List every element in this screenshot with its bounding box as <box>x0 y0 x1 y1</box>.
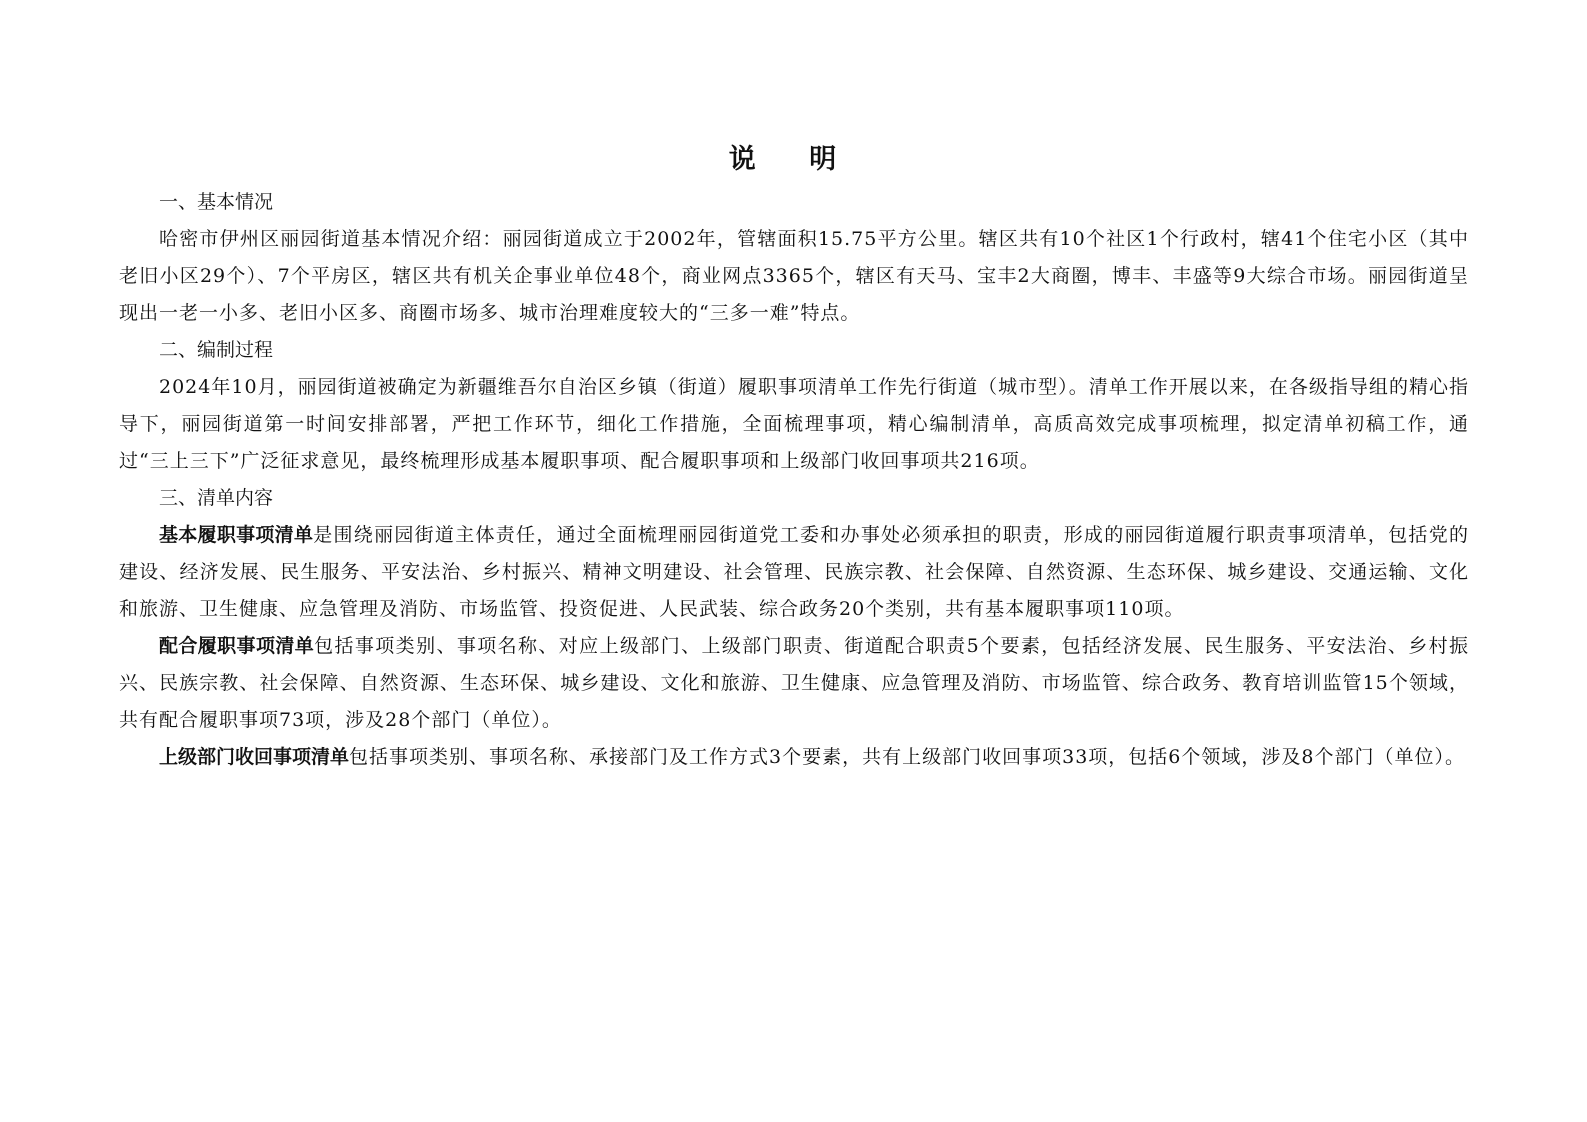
page-title: 说 明 <box>728 144 859 175</box>
section-paragraph-basic-info: 哈密市伊州区丽园街道基本情况介绍：丽园街道成立于2002年，管辖面积15.75平方公里。辖区共有10个社区1个行政村，辖41个住宅小区（其中老旧小区29个）、7个平房区，辖区共有机关企事业单位48个，商业网点3365个，辖区有天马、宝丰2大商圈，博丰、丰盛等9大综合市场。丽园街道呈现出一老一小多、老旧小区多、商圈市场多、城市治理难度较大的“三多一难”特点。 <box>119 228 1469 324</box>
list-item-lead: 配合履职事项清单 <box>159 635 315 657</box>
list-item-text: 包括事项类别、事项名称、承接部门及工作方式3个要素，共有上级部门收回事项33项，包括6个领域，涉及8个部门（单位）。 <box>349 746 1465 768</box>
list-item-text: 是围绕丽园街道主体责任，通过全面梳理丽园街道党工委和办事处必须承担的职责，形成的丽园街道履行职责事项清单，包括党的建设、经济发展、民生服务、平安法治、乡村振兴、精神文明建设、社会管理、民族宗教、社会保障、自然资源、生态环保、城乡建设、交通运输、文化和旅游、卫生健康、应急管理及消防、市场监管、投资促进、人民武装、综合政务20个类别，共有基本履职事项110项。 <box>119 524 1469 620</box>
list-item-text: 包括事项类别、事项名称、对应上级部门、上级部门职责、街道配合职责5个要素，包括经济发展、民生服务、平安法治、乡村振兴、民族宗教、社会保障、自然资源、生态环保、城乡建设、文化和旅游、卫生健康、应急管理及消防、市场监管、综合政务、教育培训监管15个领域，共有配合履职事项73项，涉及28个部门（单位）。 <box>119 635 1469 731</box>
section-paragraph-compilation-process: 2024年10月，丽园街道被确定为新疆维吾尔自治区乡镇（街道）履职事项清单工作先行街道（城市型）。清单工作开展以来，在各级指导组的精心指导下，丽园街道第一时间安排部署，严把工作环节，细化工作措施，全面梳理事项，精心编制清单，高质高效完成事项梳理，拟定清单初稿工作，通过“三上三下”广泛征求意见，最终梳理形成基本履职事项、配合履职事项和上级部门收回事项共216项。 <box>119 376 1469 472</box>
list-item-lead: 上级部门收回事项清单 <box>159 746 350 768</box>
section-heading-list-content: 三、清单内容 <box>159 487 274 509</box>
list-item-lead: 基本履职事项清单 <box>159 524 314 546</box>
section-heading-basic-info: 一、基本情况 <box>159 191 274 213</box>
list-item-cooperative-duties <box>119 628 1469 739</box>
section-heading-compilation-process: 二、编制过程 <box>159 339 274 361</box>
document-body <box>119 184 1469 776</box>
list-item-basic-duties <box>119 517 1469 628</box>
list-item-reclaimed-items <box>119 739 1469 776</box>
